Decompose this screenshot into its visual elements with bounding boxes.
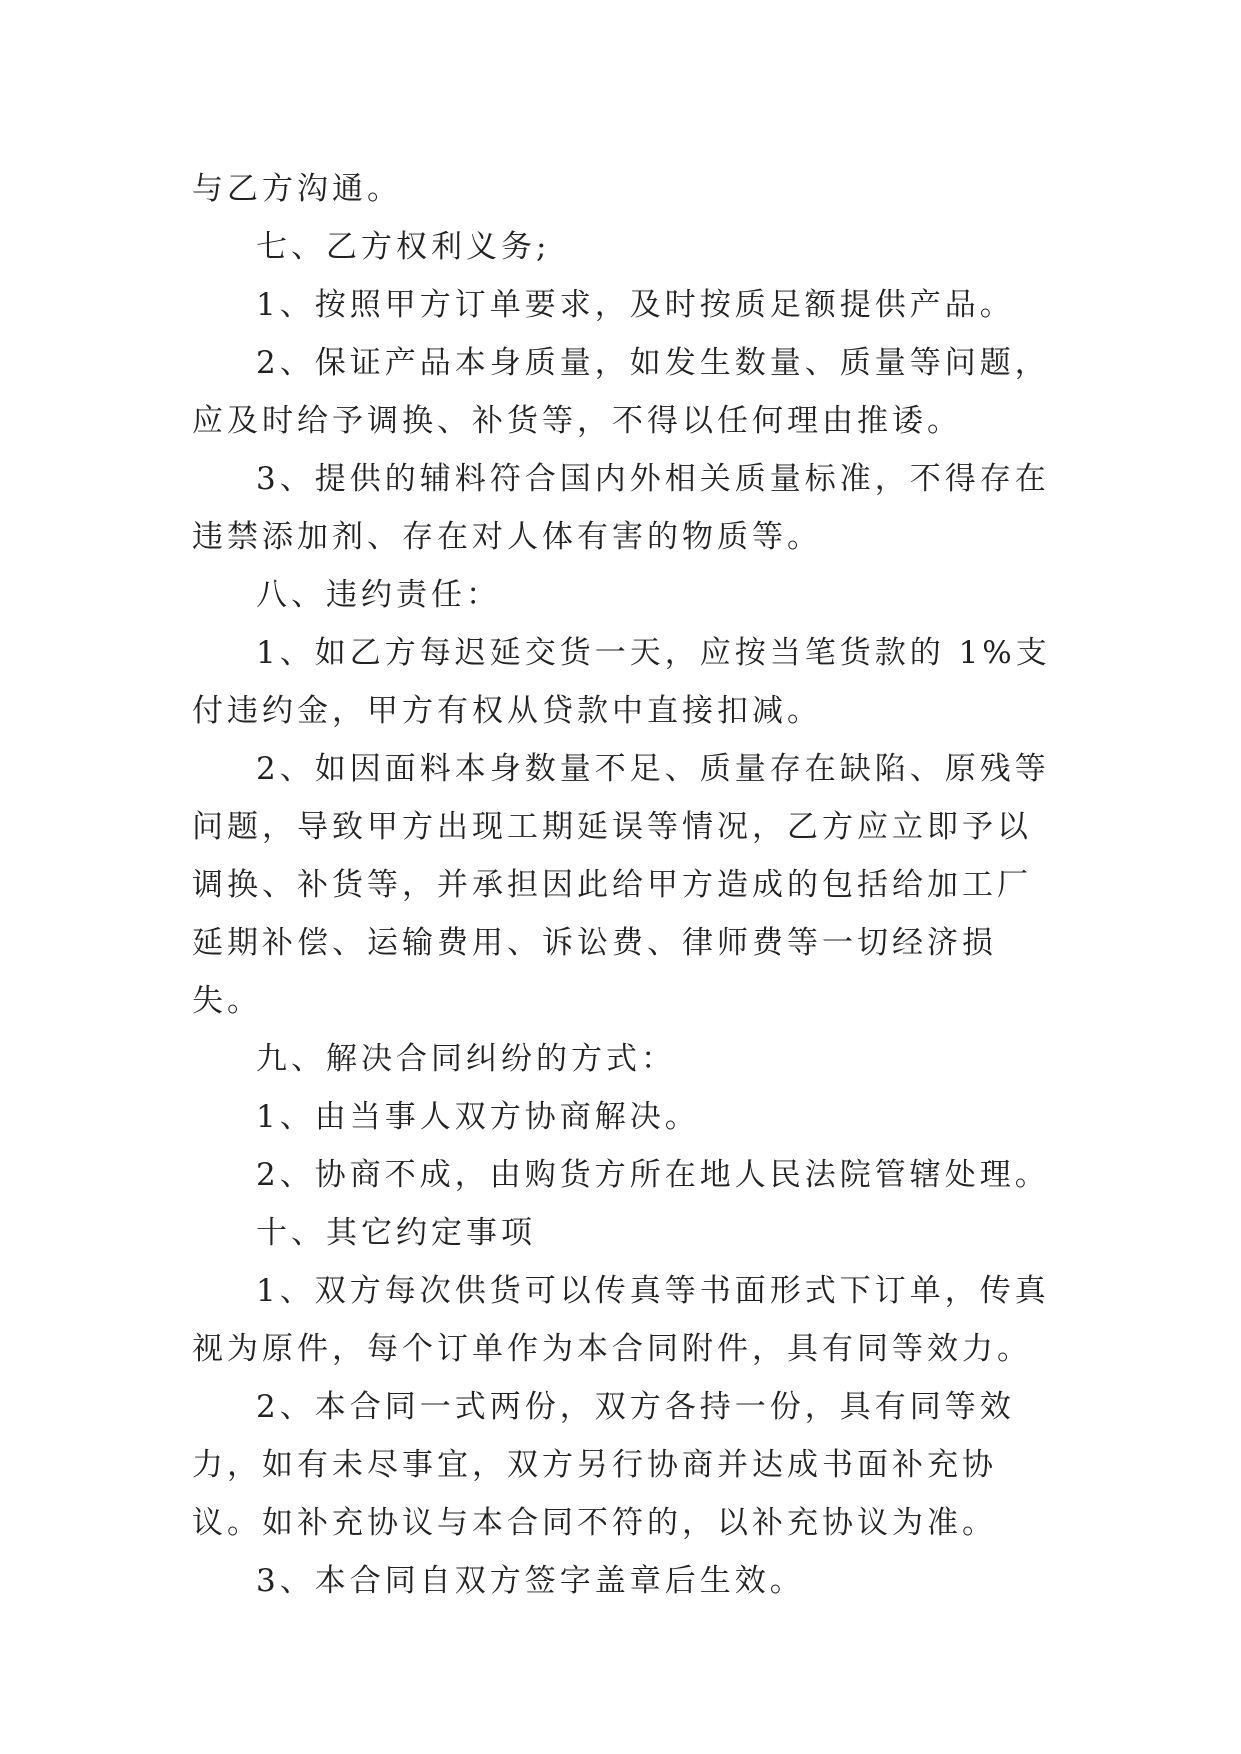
document-body: [192, 160, 1062, 1610]
paragraph: 1、双方每次供货可以传真等书面形式下订单，传真视为原件，每个订单作为本合同附件，具有同等效力。: [192, 1273, 1050, 1367]
paragraph: 2、保证产品本身质量，如发生数量、质量等问题，应及时给予调换、补货等，不得以任何理由推诿。: [192, 345, 1050, 439]
paragraph: 3、本合同自双方签字盖章后生效。: [256, 1563, 805, 1599]
section-heading: 七、乙方权利义务;: [256, 229, 551, 265]
section-heading: 九、解决合同纠纷的方式：: [256, 1041, 676, 1077]
paragraph: 1、由当事人双方协商解决。: [256, 1099, 700, 1135]
paragraph: 与乙方沟通。: [192, 171, 402, 207]
paragraph: 1、按照甲方订单要求，及时按质足额提供产品。: [256, 287, 1015, 323]
paragraph: 2、本合同一式两份，双方各持一份，具有同等效力，如有未尽事宜，双方另行协商并达成书面补充协议。如补充协议与本合同不符的，以补充协议为准。: [192, 1389, 1015, 1541]
paragraph: 1、如乙方每迟延交货一天，应按当笔货款的 1%支付违约金，甲方有权从贷款中直接扣减。: [192, 635, 1051, 729]
paragraph: 3、提供的辅料符合国内外相关质量标准，不得存在违禁添加剂、存在对人体有害的物质等。: [192, 461, 1050, 555]
paragraph: 2、协商不成，由购货方所在地人民法院管辖处理。: [256, 1157, 1050, 1193]
section-heading: 十、其它约定事项: [256, 1215, 536, 1251]
section-heading: 八、违约责任：: [256, 577, 501, 613]
paragraph: 2、如因面料本身数量不足、质量存在缺陷、原残等问题，导致甲方出现工期延误等情况，乙方应立即予以调换、补货等，并承担因此给甲方造成的包括给加工厂延期补偿、运输费用、诉讼费、律师费等一切经济损失。: [192, 751, 1050, 1019]
